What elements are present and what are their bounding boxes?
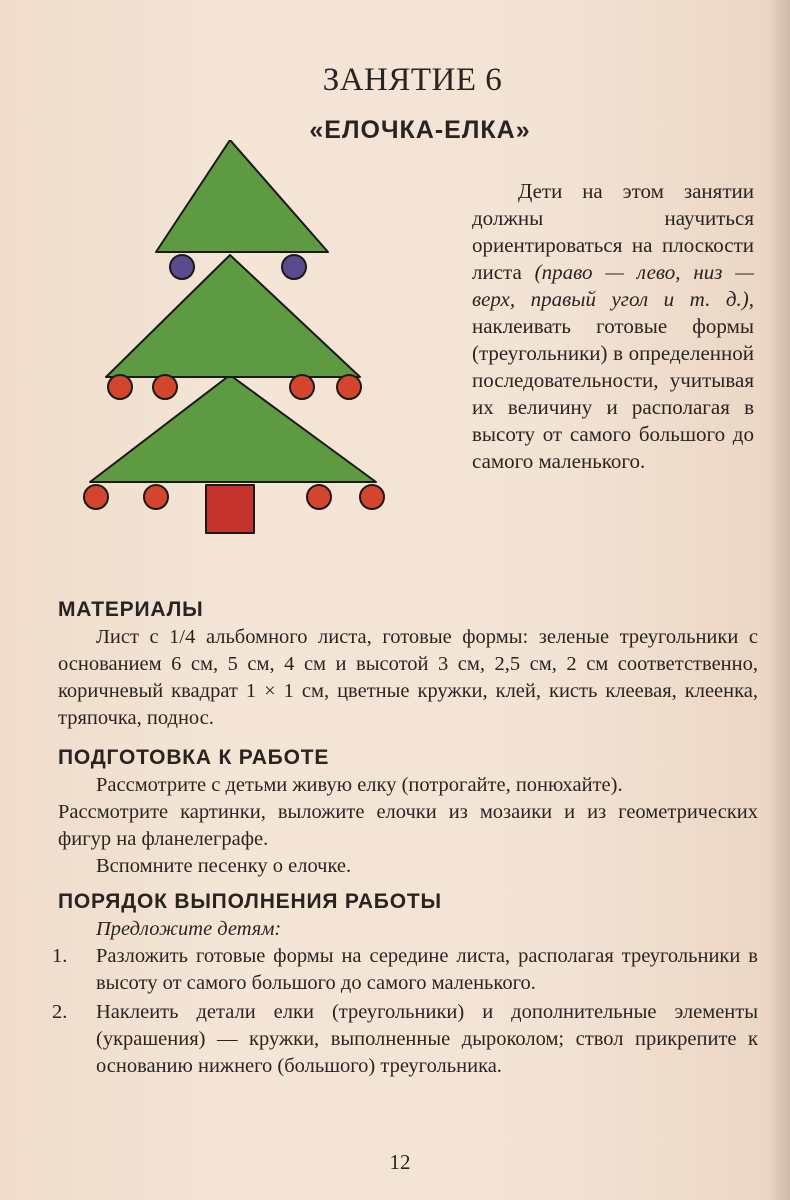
preparation-section — [58, 744, 758, 880]
procedure-steps — [52, 943, 758, 1080]
preparation-paragraph-3: Вспомните песенку о елочке. — [96, 855, 352, 877]
tree-bottom-triangle — [90, 375, 376, 482]
preparation-paragraph-2: Рассмотрите картинки, выложите елочки из мозаики и из геометрических фигур на фланелеграфе. — [58, 801, 758, 850]
ornament-bottom-1 — [84, 485, 108, 509]
preparation-heading: ПОДГОТОВКА К РАБОТЕ — [58, 746, 330, 769]
ornament-middle-2 — [153, 375, 177, 399]
page-number: 12 — [389, 1150, 411, 1174]
materials-text: Лист с 1/4 альбомного листа, готовые формы: зеленые треугольники с основанием 6 см, 5 см, 4 см и высотой 3 см, 2,5 см, 2 см соответственно, коричневый квадрат 1 × 1 см, цветные кружки, клей, кисть клеевая, клеенка, тряпочка, поднос. — [58, 626, 758, 729]
ornament-bottom-4 — [360, 485, 384, 509]
procedure-intro: Предложите детям: — [96, 918, 282, 940]
step-number: 1. — [52, 945, 68, 967]
christmas-tree-illustration — [78, 140, 388, 540]
materials-heading: МАТЕРИАЛЫ — [58, 598, 204, 621]
book-spine-shadow — [768, 0, 790, 1200]
ornament-middle-1 — [108, 375, 132, 399]
procedure-step — [52, 943, 758, 997]
tree-trunk — [206, 485, 254, 533]
lesson-number: ЗАНЯТИЕ 6 — [322, 62, 503, 98]
ornament-middle-4 — [337, 375, 361, 399]
procedure-step — [52, 999, 758, 1080]
tree-top-triangle — [156, 140, 328, 252]
procedure-section — [52, 888, 758, 1082]
intro-text-start: Дети на этом занятии должны научиться ориентироваться на плоскости листа — [472, 179, 754, 284]
procedure-heading: ПОРЯДОК ВЫПОЛНЕНИЯ РАБОТЫ — [58, 890, 442, 913]
intro-text-end: , наклеивать готовые формы (треугольники) в определенной последовательности, учитывая их величину и располагая в высоту от самого большого до самого маленького. — [472, 287, 754, 473]
step-number: 2. — [52, 1001, 68, 1023]
step-text: Наклеить детали елки (треугольники) и дополнительные элементы (украшения) — кружки, выполненные дыроколом; ствол прикрепите к основанию нижнего (большого) треугольника. — [96, 1001, 758, 1077]
materials-section — [58, 596, 758, 732]
step-text: Разложить готовые формы на середине листа, располагая треугольники в высоту от самого большого до самого маленького. — [96, 945, 758, 994]
ornament-middle-3 — [290, 375, 314, 399]
tree-middle-triangle — [106, 255, 360, 377]
lesson-intro — [472, 178, 754, 475]
lesson-title: «ЕЛОЧКА-ЕЛКА» — [309, 116, 531, 144]
preparation-paragraph-1: Рассмотрите с детьми живую елку (потрогайте, понюхайте). — [96, 774, 623, 796]
ornament-bottom-3 — [307, 485, 331, 509]
ornament-top-right — [282, 255, 306, 279]
ornament-top-left — [170, 255, 194, 279]
intro-italic-text: (право — лево, низ — верх, правый угол и т. д.) — [472, 260, 754, 311]
ornament-bottom-2 — [144, 485, 168, 509]
